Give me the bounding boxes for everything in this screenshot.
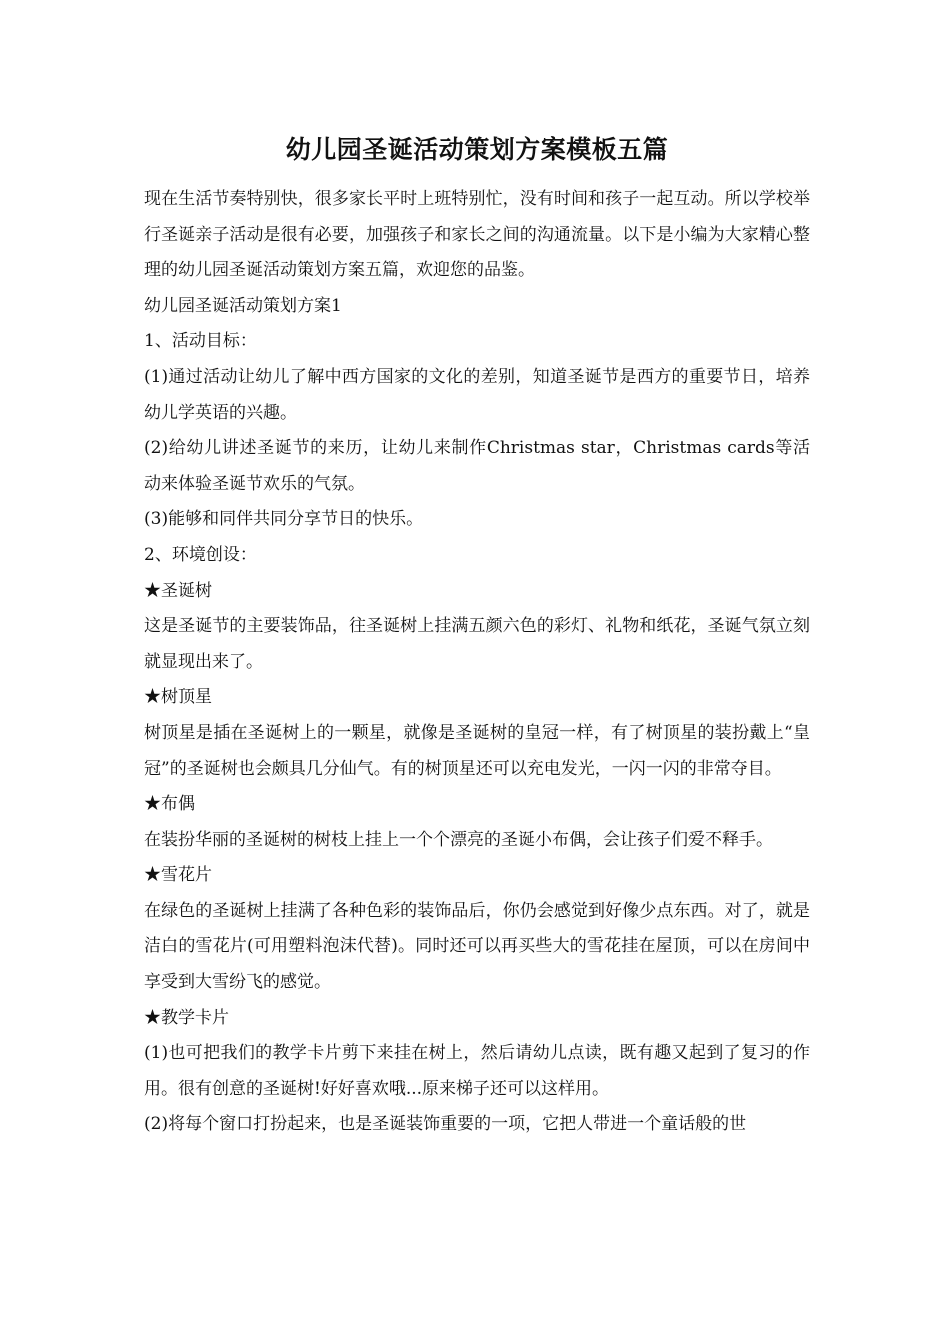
- section-heading-goals: 1、活动目标：: [144, 331, 257, 352]
- document-page: [144, 128, 810, 1143]
- paragraph-snowflakes: 在绿色的圣诞树上挂满了各种色彩的装饰品后，你仍会感觉到好像少点东西。对了，就是洁白的雪花片(可用塑料泡沫代替)。同时还可以再买些大的雪花挂在屋顶，可以在房间中享受到大雪纷飞的感觉。: [144, 900, 810, 993]
- goal-item: (1)通过活动让幼儿了解中西方国家的文化的差别，知道圣诞节是西方的重要节日，培养幼儿学英语的兴趣。: [144, 366, 810, 423]
- subheading-snowflakes: ★雪花片: [144, 865, 212, 886]
- paragraph-christmas-tree: 这是圣诞节的主要装饰品，往圣诞树上挂满五颜六色的彩灯、礼物和纸花，圣诞气氛立刻就显现出来了。: [144, 616, 810, 672]
- paragraph-teaching-cards-1: (1)也可把我们的教学卡片剪下来挂在树上，然后请幼儿点读，既有趣又起到了复习的作用。很有创意的圣诞树!好好喜欢哦...原来梯子还可以这样用。: [144, 1043, 810, 1099]
- subheading-tree-star: ★树顶星: [144, 687, 212, 708]
- section-heading-environment: 2、环境创设：: [144, 544, 257, 565]
- intro-paragraph: 现在生活节奏特别快，很多家长平时上班特别忙，没有时间和孩子一起互动。所以学校举行圣诞亲子活动是很有必要，加强孩子和家长之间的沟通流量。以下是小编为大家精心整理的幼儿园圣诞活动策划方案五篇，欢迎您的品鉴。: [144, 189, 810, 281]
- paragraph-tree-star: 树顶星是插在圣诞树上的一颗星，就像是圣诞树的皇冠一样，有了树顶星的装扮戴上“皇冠”的圣诞树也会颇具几分仙气。有的树顶星还可以充电发光，一闪一闪的非常夺目。: [144, 722, 810, 779]
- subheading-teaching-cards: ★教学卡片: [144, 1007, 229, 1028]
- document-title: 幼儿园圣诞活动策划方案模板五篇: [285, 135, 669, 164]
- goal-item: (3)能够和同伴共同分享节日的快乐。: [144, 509, 424, 530]
- paragraph-dolls: 在装扮华丽的圣诞树的树枝上挂上一个个漂亮的圣诞小布偶，会让孩子们爱不释手。: [144, 829, 773, 850]
- paragraph-teaching-cards-2: (2)将每个窗口打扮起来，也是圣诞装饰重要的一项，它把人带进一个童话般的世: [144, 1114, 747, 1135]
- goal-item: (2)给幼儿讲述圣诞节的来历，让幼儿来制作Christmas star，Christmas cards等活动来体验圣诞节欢乐的气氛。: [144, 438, 810, 494]
- subheading-christmas-tree: ★圣诞树: [144, 580, 212, 601]
- subheading-dolls: ★布偶: [144, 794, 195, 815]
- plan-heading: 幼儿园圣诞活动策划方案1: [144, 295, 342, 316]
